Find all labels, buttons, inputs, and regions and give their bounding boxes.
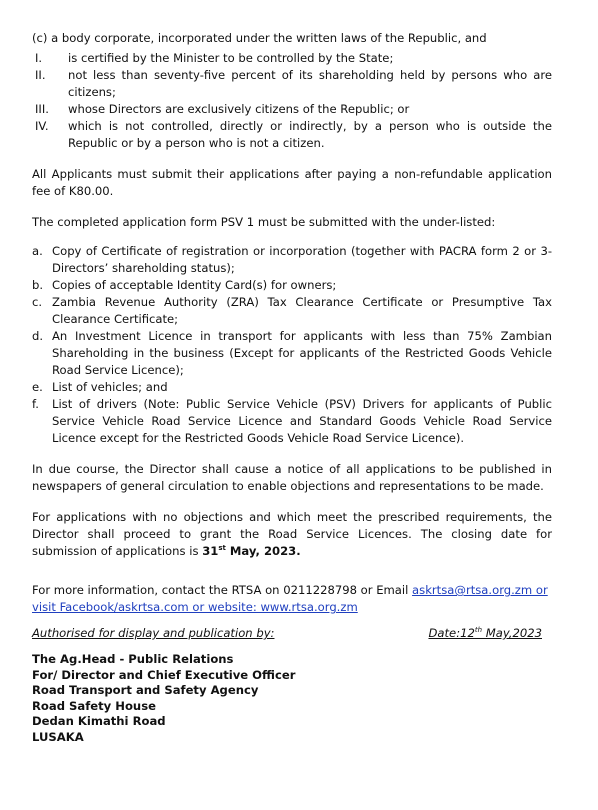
signatory-line-3: Road Transport and Safety Agency xyxy=(32,683,259,697)
closing-month-year: May, 2023. xyxy=(225,544,301,558)
signatory-line-5: Dedan Kimathi Road xyxy=(32,714,166,728)
roman-item-3 xyxy=(32,101,552,118)
requirement-item-a xyxy=(32,243,552,277)
roman-marker: II. xyxy=(35,68,46,82)
website-link[interactable]: visit Facebook/askrtsa.com or website: www.rtsa.org.zm xyxy=(32,600,358,614)
requirement-item-d xyxy=(32,328,552,379)
roman-text: which is not controlled, directly or indirectly, by a person who is outside the Republic or by a person who is not a citizen. xyxy=(68,119,552,150)
roman-text: is certified by the Minister to be controlled by the State; xyxy=(68,51,394,65)
requirement-item-e xyxy=(32,379,552,396)
roman-text: not less than seventy-five percent of its shareholding held by persons who are citizens; xyxy=(68,68,552,99)
fee-paragraph: All Applicants must submit their applications after paying a non-refundable application fee of K80.00. xyxy=(32,167,552,198)
signatory-line-6: LUSAKA xyxy=(32,729,84,744)
requirement-marker: a. xyxy=(32,244,43,258)
requirement-item-c xyxy=(32,294,552,328)
signatory-line-4: Road Safety House xyxy=(32,698,156,713)
requirements-list xyxy=(32,243,552,447)
roman-list xyxy=(32,50,552,152)
roman-marker: IV. xyxy=(35,119,49,133)
closing-paragraph xyxy=(32,509,552,560)
form-intro: The completed application form PSV 1 must be submitted with the under-listed: xyxy=(32,215,496,229)
roman-item-1 xyxy=(32,50,552,67)
roman-marker: III. xyxy=(35,102,49,116)
signatory-block xyxy=(32,652,552,745)
requirement-marker: b. xyxy=(32,278,44,292)
date-suffix: th xyxy=(474,626,483,635)
requirement-text: Copy of Certificate of registration or incorporation (together with PACRA form 2 or 3-Directors’ shareholding status); xyxy=(52,244,552,275)
signatory-line-2: For/ Director and Chief Executive Officer xyxy=(32,667,296,682)
clause-c: (c) a body corporate, incorporated under the written laws of the Republic, and xyxy=(32,31,487,45)
authorised-label: Authorised for display and publication by: xyxy=(32,626,275,640)
closing-date xyxy=(202,544,300,558)
requirement-text: Copies of acceptable Identity Card(s) for owners; xyxy=(52,278,337,292)
closing-day-suffix: st xyxy=(218,544,226,553)
authorisation-row xyxy=(32,625,552,642)
contact-text: For more information, contact the RTSA on 0211228798 or Email xyxy=(32,583,413,597)
closing-day: 31 xyxy=(202,544,219,558)
requirement-marker: e. xyxy=(32,380,43,394)
requirement-text: List of drivers (Note: Public Service Vehicle (PSV) Drivers for applicants of Public Service Vehicle Road Service Licence and Standard Goods Vehicle Road Service Licence except for the Restricted Goods Vehicle Road Service Licence). xyxy=(52,397,552,445)
closing-text: For applications with no objections and which meet the prescribed requirements, the Director shall proceed to grant the Road Service Licences. The closing date for submission of applications is xyxy=(32,510,552,558)
requirement-item-b xyxy=(32,277,552,294)
requirement-marker: d. xyxy=(32,329,44,343)
date-label: Date:12 xyxy=(428,626,475,640)
requirement-marker: c. xyxy=(32,295,43,309)
roman-marker: I. xyxy=(35,51,43,65)
requirement-text: Zambia Revenue Authority (ZRA) Tax Clearance Certificate or Presumptive Tax Clearance Certificate; xyxy=(52,295,552,326)
requirement-text: List of vehicles; and xyxy=(52,380,168,394)
roman-text: whose Directors are exclusively citizens of the Republic; or xyxy=(68,102,410,116)
notice-paragraph: In due course, the Director shall cause a notice of all applications to be published in newspapers of general circulation to enable objections and representations to be made. xyxy=(32,462,552,493)
roman-item-4 xyxy=(32,118,552,152)
requirement-text: An Investment Licence in transport for applicants with less than 75% Zambian Shareholding in the business (Except for applicants of the Restricted Goods Vehicle Road Service Licence); xyxy=(52,329,552,377)
requirement-marker: f. xyxy=(32,397,39,411)
email-link[interactable]: askrtsa@rtsa.org.zm or xyxy=(412,583,548,597)
roman-item-2 xyxy=(32,67,552,101)
publication-date xyxy=(428,625,542,642)
requirement-item-f xyxy=(32,396,552,447)
contact-paragraph xyxy=(32,582,552,616)
date-rest: May,2023 xyxy=(482,626,542,640)
signatory-line-1: The Ag.Head - Public Relations xyxy=(32,652,234,666)
